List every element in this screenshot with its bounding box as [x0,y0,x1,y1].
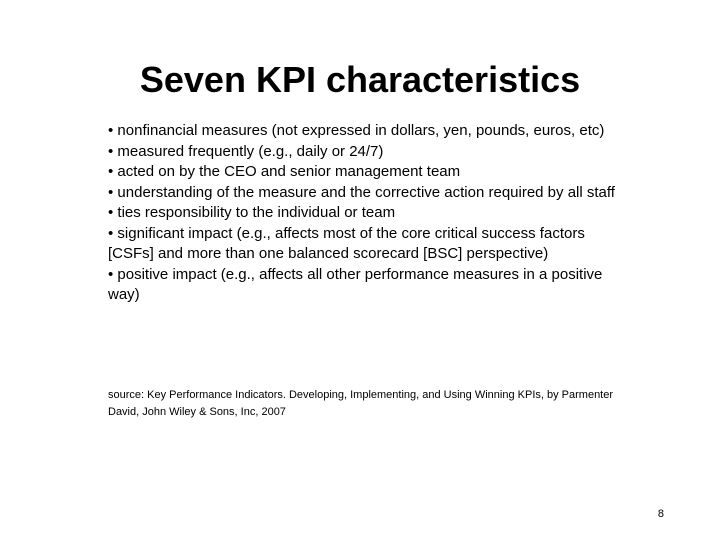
bullet-item-understanding: • understanding of the measure and the corrective action required by all staff [108,183,615,201]
bullet-item-nonfinancial: • nonfinancial measures (not expressed in dollars, yen, pounds, euros, etc) [108,122,605,139]
slide-title: Seven KPI characteristics [139,59,581,100]
bullet-item-acted-on-by-ceo: • acted on by the CEO and senior management team [108,163,461,180]
bullet-item-ties-responsibility: • ties responsibility to the individual or team [108,204,396,221]
page-number: 8 [657,508,664,520]
bullet-list [108,121,624,306]
bullet-item-significant-impact: • significant impact (e.g., affects most of the core critical success factors [CSFs] and more than one balanced scorecard [BSC] perspective) [108,224,585,262]
bullet-item-measured-frequently: • measured frequently (e.g., daily or 24/7) [108,142,384,160]
source-citation: source: Key Performance Indicators. Developing, Implementing, and Using Winning KPIs, by Parmenter David, John Wiley & Sons, Inc, 2007 [108,389,614,418]
bullet-item-positive-impact: • positive impact (e.g., affects all other performance measures in a positive way) [108,265,603,303]
